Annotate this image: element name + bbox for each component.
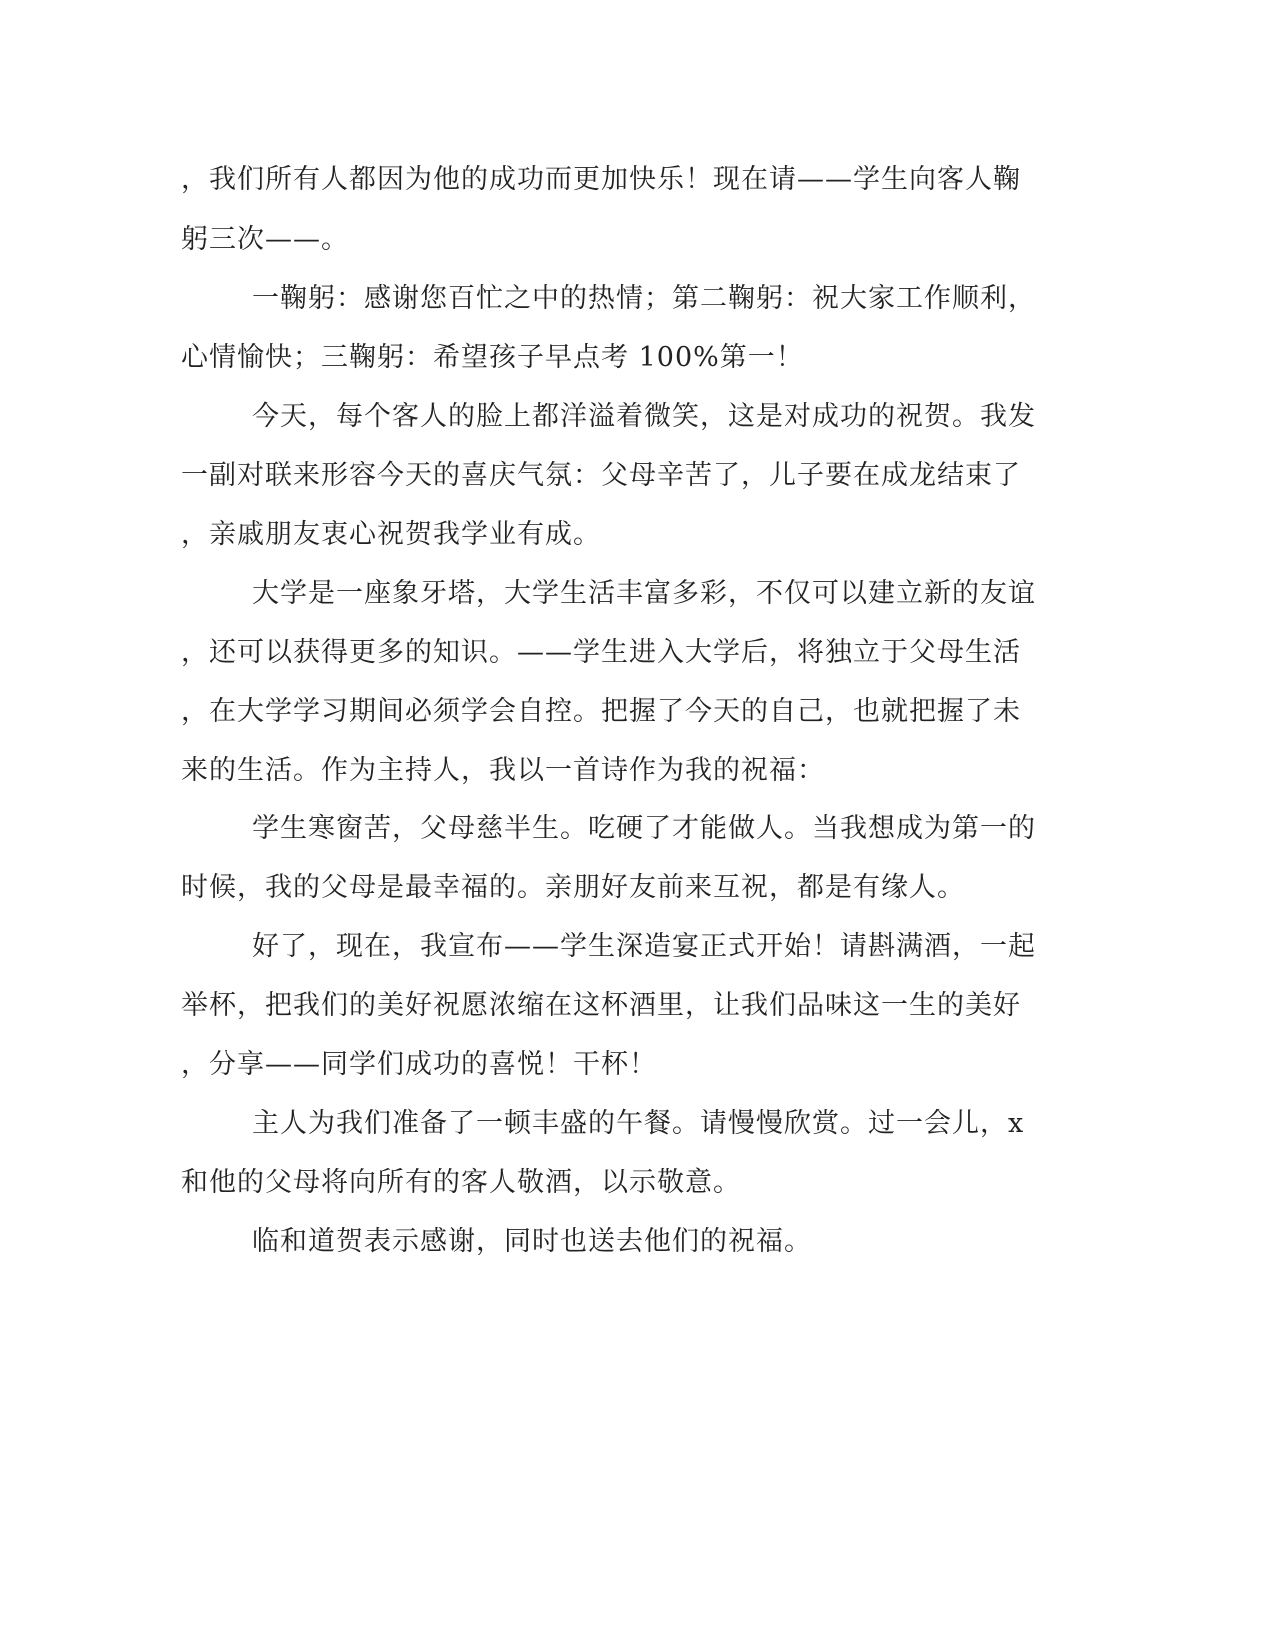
text-line: 一鞠躬：感谢您百忙之中的热情；第二鞠躬：祝大家工作顺利，	[252, 283, 1036, 314]
text-line: 今天，每个客人的脸上都洋溢着微笑，这是对成功的祝贺。我发	[252, 401, 1036, 432]
text-line: ，亲戚朋友衷心祝贺我学业有成。	[181, 519, 601, 550]
text-line: 临和道贺表示感谢，同时也送去他们的祝福。	[252, 1226, 812, 1257]
text-line: 时候，我的父母是最幸福的。亲朋好友前来互祝，都是有缘人。	[181, 872, 965, 903]
text-line: 好了，现在，我宣布——学生深造宴正式开始！请斟满酒，一起	[252, 931, 1036, 962]
text-line: 大学是一座象牙塔，大学生活丰富多彩，不仅可以建立新的友谊	[252, 578, 1036, 609]
text-line: 心情愉快；三鞠躬：希望孩子早点考 100%第一！	[181, 342, 804, 373]
text-line: 和他的父母将向所有的客人敬酒，以示敬意。	[181, 1167, 741, 1198]
text-line: 躬三次——。	[181, 224, 349, 255]
text-line: 学生寒窗苦，父母慈半生。吃硬了才能做人。当我想成为第一的	[252, 813, 1036, 844]
text-line: 主人为我们准备了一顿丰盛的午餐。请慢慢欣赏。过一会儿，x	[252, 1108, 1025, 1139]
text-line: ，在大学学习期间必须学会自控。把握了今天的自己，也就把握了未	[181, 696, 1021, 727]
text-line: 一副对联来形容今天的喜庆气氛：父母辛苦了，儿子要在成龙结束了	[181, 460, 1021, 491]
text-line: ，分享——同学们成功的喜悦！干杯！	[181, 1049, 657, 1080]
text-line: ，还可以获得更多的知识。——学生进入大学后，将独立于父母生活	[181, 637, 1021, 668]
text-line: ，我们所有人都因为他的成功而更加快乐！现在请——学生向客人鞠	[181, 164, 1021, 195]
text-line: 举杯，把我们的美好祝愿浓缩在这杯酒里，让我们品味这一生的美好	[181, 990, 1021, 1021]
text-line: 来的生活。作为主持人，我以一首诗作为我的祝福：	[181, 755, 825, 786]
